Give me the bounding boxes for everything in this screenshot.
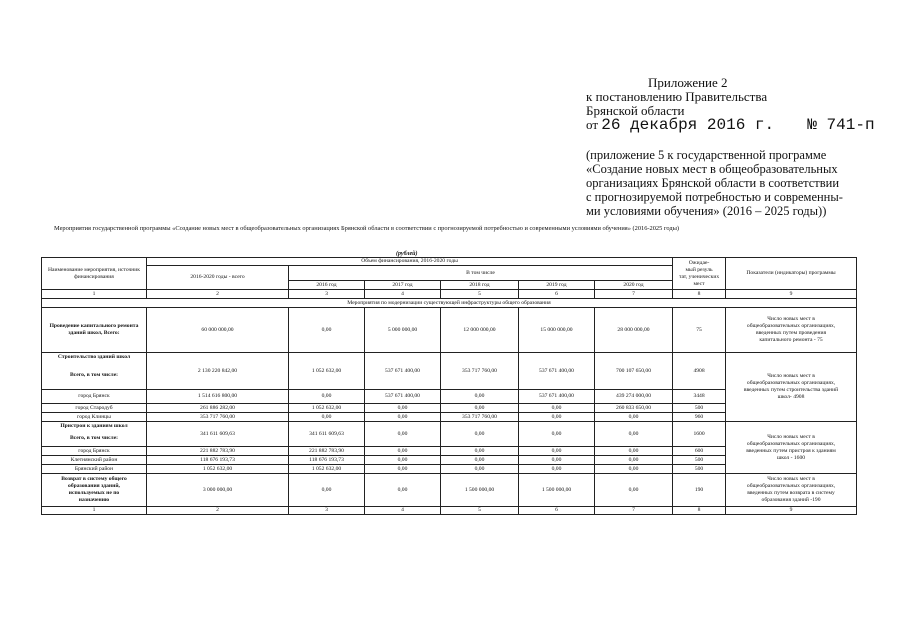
cell-value: 4908 (673, 353, 726, 390)
cell-value: 3 000 000,00 (147, 474, 289, 507)
cell-value: 0,00 (595, 422, 673, 447)
cell-value: 537 671 400,00 (519, 390, 595, 404)
header-total: 2016-2020 годы - всего (147, 266, 289, 290)
program-note-line-3: организациях Брянской области в соответствии (586, 176, 840, 190)
cell-value: 0,00 (365, 474, 441, 507)
return-name-line: Возврат в систему общего (61, 476, 127, 482)
row-name: Брянский район (42, 465, 147, 474)
construction-heading: Строительство зданий школ (42, 353, 147, 362)
indicator-line: Число новых мест в (767, 316, 815, 322)
table-row (42, 422, 857, 431)
col-number: 4 (365, 507, 441, 515)
cell-value: 2 130 220 842,00 (147, 353, 289, 390)
indicator-line: введенных путем пристроя к зданиям (746, 447, 836, 454)
appendix-line-1: к постановлению Правительства (586, 89, 768, 104)
cell-value: 537 671 400,00 (365, 353, 441, 390)
cell-value: 0,00 (595, 474, 673, 507)
cell-value: 960 (673, 413, 726, 422)
date-prefix: от (586, 117, 599, 132)
cell-value: 190 (673, 474, 726, 507)
decree-number: № 741-п (807, 116, 875, 134)
col-number: 8 (673, 290, 726, 299)
header-expected-line-2: мый резуль (685, 266, 713, 273)
cell-value: 0,00 (289, 474, 365, 507)
cell-value: 0,00 (289, 390, 365, 404)
header-name: Наименование мероприятия, источник финансирования (42, 258, 147, 290)
section-title: Мероприятия по модернизации существующей инфраструктуры общего образования (42, 299, 857, 308)
table-row (42, 474, 857, 507)
return-name (42, 474, 147, 507)
cell-value: 12 000 000,00 (441, 308, 519, 353)
cell-value: 700 107 650,00 (595, 353, 673, 390)
cell-value: 118 676 193,73 (289, 456, 365, 465)
table-row (42, 308, 857, 353)
program-note-line-5: ми условиями обучения» (2016 – 2025 годы)) (586, 204, 827, 218)
construction-indicator (726, 353, 857, 422)
cell-value: 1600 (673, 422, 726, 447)
cell-value: 439 274 000,00 (595, 390, 673, 404)
cell-value: 341 611 609,63 (147, 422, 289, 447)
appendix-line-2: Брянской области (586, 103, 685, 118)
cell-value: 0,00 (441, 456, 519, 465)
cell-value: 3448 (673, 390, 726, 404)
indicator-line: введенных путем строительства зданий (743, 387, 839, 393)
cell-value: 0,00 (289, 308, 365, 353)
col-number: 5 (441, 290, 519, 299)
col-number: 8 (673, 507, 726, 515)
row-name: город Стародуб (42, 404, 147, 413)
indicator-line: образования зданий -190 (761, 497, 821, 503)
cell-value: 1 052 632,00 (289, 404, 365, 413)
cell-value: 221 882 783,90 (147, 447, 289, 456)
col-number: 5 (441, 507, 519, 515)
cell-value: 1 052 632,00 (289, 465, 365, 474)
cell-value: 1 052 632,00 (147, 465, 289, 474)
cell-value: 353 717 760,00 (441, 353, 519, 390)
cell-value: 0,00 (365, 465, 441, 474)
row-name: город Клинцы (42, 413, 147, 422)
indicator-line: общеобразовательных организациях, (746, 440, 836, 447)
program-note-line-1: (приложение 5 к государственной программе (586, 148, 827, 162)
appendix-title: Приложение 2 (648, 75, 728, 90)
cell-value: 28 000 000,00 (595, 308, 673, 353)
header-indicators: Показатели (индикаторы) программы (726, 258, 857, 290)
indicator-line: школ - 1600 (776, 454, 806, 461)
cell-value: 600 (673, 447, 726, 456)
cell-value: 353 717 760,00 (441, 413, 519, 422)
cell-value: 537 671 400,00 (519, 353, 595, 390)
return-name-line: образования зданий, (68, 483, 120, 489)
header-year-2016: 2016 год (289, 281, 365, 290)
cell-value: 118 676 193,73 (147, 456, 289, 465)
appendix-header (586, 76, 875, 132)
cell-value: 0,00 (365, 456, 441, 465)
cell-value: 0,00 (595, 413, 673, 422)
indicator-line: Число новых мест в (767, 476, 815, 482)
col-number: 3 (289, 290, 365, 299)
col-number: 6 (519, 507, 595, 515)
indicator-line: введенных путем возврата в систему (747, 490, 835, 496)
header-year-2020: 2020 год (595, 281, 673, 290)
decree-date: 26 декабря 2016 г. (601, 116, 775, 134)
cell-value: 0,00 (595, 456, 673, 465)
cell-value: 0,00 (365, 404, 441, 413)
program-note-line-2: «Создание новых мест в общеобразовательных (586, 162, 838, 176)
header-incl: В том числе (289, 266, 673, 281)
cell-value: 75 (673, 308, 726, 353)
extension-heading: Пристрои к зданиям школ (42, 422, 147, 431)
indicator-line: общеобразовательных организациях, (746, 380, 836, 386)
cell-value: 0,00 (519, 422, 595, 447)
currency-note: (рублей) (396, 251, 418, 257)
cell-value: 0,00 (365, 447, 441, 456)
header-expected-line-1: Ожидае- (688, 259, 710, 266)
header-year-2017: 2017 год (365, 281, 441, 290)
indicator-line: школ- 4908 (777, 394, 805, 400)
indicator-line: общеобразовательных организациях, (746, 483, 836, 489)
table-intro: Мероприятия государственной программы «Создание новых мест в общеобразовательных организациях Брянской области в соответствии с прогнозируемой потребностью и современными условиями обучения» (2016-2025 годы) (54, 225, 680, 232)
indicator-line: общеобразовательных организациях, (746, 323, 836, 329)
header-volume: Объем финансирования, 2016-2020 годы (147, 258, 673, 266)
header-expected-line-3: тат, ученических мест (678, 273, 720, 287)
cell-value: 500 (673, 456, 726, 465)
repair-name: Проведение капитального ремонта зданий школ, Всего: (42, 308, 147, 353)
header-year-2018: 2018 год (441, 281, 519, 290)
cell-value: 500 (673, 404, 726, 413)
header-expected (673, 258, 726, 290)
cell-value: 5 000 000,00 (365, 308, 441, 353)
cell-value: 353 717 760,00 (147, 413, 289, 422)
extension-total: Всего, в том числе: (42, 431, 147, 447)
table-row (42, 353, 857, 362)
cell-value: 537 671 400,00 (365, 390, 441, 404)
indicator-line: Число новых мест в (767, 373, 815, 379)
cell-value: 500 (673, 465, 726, 474)
col-number: 2 (147, 290, 289, 299)
col-number: 9 (726, 507, 857, 515)
cell-value: 1 500 000,00 (441, 474, 519, 507)
col-number: 7 (595, 290, 673, 299)
cell-value: 0,00 (441, 422, 519, 447)
cell-value: 15 000 000,00 (519, 308, 595, 353)
cell-value: 0,00 (519, 456, 595, 465)
col-number: 1 (42, 290, 147, 299)
indicator-line: введенных путем проведения (755, 330, 827, 336)
cell-value: 0,00 (519, 413, 595, 422)
col-number: 3 (289, 507, 365, 515)
appendix-date-line (586, 118, 875, 132)
header-year-2019: 2019 год (519, 281, 595, 290)
col-number: 4 (365, 290, 441, 299)
col-number: 6 (519, 290, 595, 299)
cell-value: 0,00 (519, 465, 595, 474)
cell-value: 341 611 609,63 (289, 422, 365, 447)
row-name: город Брянск (42, 447, 147, 456)
return-name-line: используемых не по (68, 490, 120, 496)
return-name-line: назначению (78, 497, 110, 503)
cell-value: 0,00 (441, 447, 519, 456)
cell-value: 0,00 (365, 422, 441, 447)
col-number: 2 (147, 507, 289, 515)
construction-total: Всего, в том числе: (42, 362, 147, 390)
row-name: город Брянск (42, 390, 147, 404)
cell-value: 0,00 (441, 404, 519, 413)
cell-value: 261 886 282,00 (147, 404, 289, 413)
extension-indicator (726, 422, 857, 474)
return-indicator (726, 474, 857, 507)
cell-value: 0,00 (519, 447, 595, 456)
program-note (586, 148, 886, 218)
cell-value: 0,00 (595, 447, 673, 456)
cell-value: 0,00 (289, 413, 365, 422)
cell-value: 1 052 632,00 (289, 353, 365, 390)
cell-value: 221 882 783,90 (289, 447, 365, 456)
measures-table (41, 257, 857, 515)
cell-value: 1 514 616 800,00 (147, 390, 289, 404)
col-number: 1 (42, 507, 147, 515)
cell-value: 260 833 650,00 (595, 404, 673, 413)
cell-value: 1 500 000,00 (519, 474, 595, 507)
cell-value: 0,00 (595, 465, 673, 474)
col-number: 9 (726, 290, 857, 299)
row-name: Клетнянский район (42, 456, 147, 465)
cell-value: 60 000 000,00 (147, 308, 289, 353)
indicator-line: Число новых мест в (767, 433, 815, 440)
indicator-line: капитального ремонта - 75 (759, 337, 823, 343)
program-note-line-4: с прогнозируемой потребностью и современны- (586, 190, 843, 204)
repair-indicator (726, 308, 857, 353)
cell-value: 0,00 (441, 390, 519, 404)
cell-value: 0,00 (441, 465, 519, 474)
cell-value: 0,00 (365, 413, 441, 422)
col-number: 7 (595, 507, 673, 515)
cell-value: 0,00 (519, 404, 595, 413)
